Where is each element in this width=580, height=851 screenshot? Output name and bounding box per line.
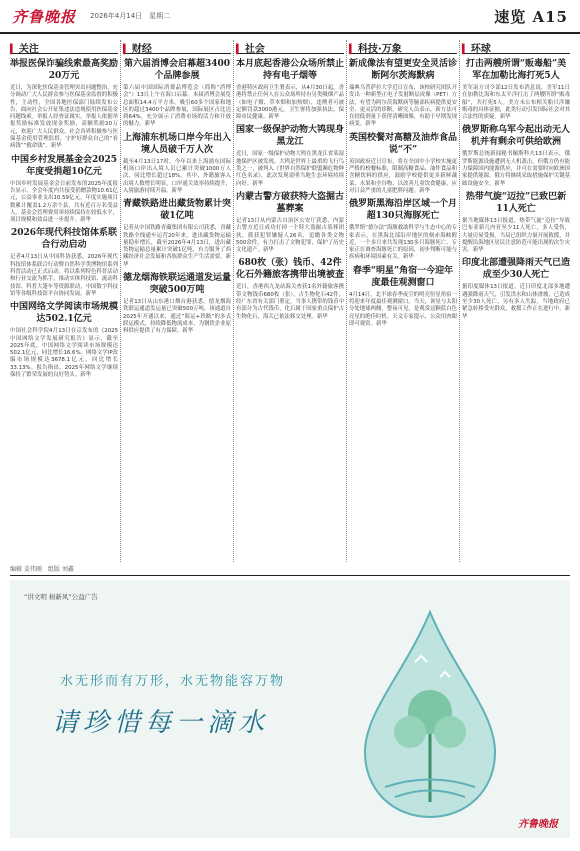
article[interactable] bbox=[10, 154, 118, 225]
issue-date: 2026年4月14日 星期二 bbox=[90, 12, 171, 20]
article[interactable] bbox=[349, 132, 457, 195]
article-body: 记者从中国铁路青藏集团有限公司获悉，青藏铁路全线通车运营20年来，进出藏货物运输量稳步增长，截至2026年4月13日，进出藏货物运输总量累计突破1亿吨，有力服务了西藏经济社会发展和各族群众生产生活需要。新华 bbox=[123, 225, 231, 268]
masthead bbox=[0, 0, 580, 34]
article-title: 上海浦东机场口岸今年出入境人员破千万人次 bbox=[123, 132, 232, 155]
article-body: 俄罗斯总统新闻秘书佩斯科夫13日表示，俄罗斯能源设施遭到无人机袭击，但俄方仍有能力保障国内能源供应，并可在需要时向欧洲国家提供能源。俄方将继续采取措施保护关键基础设施安全。新华 bbox=[462, 151, 570, 187]
article-body: 记者13日从内蒙古自治区公安厅获悉，内蒙古警方近日成功打掉一个特大盗掘古墓葬团伙，抓获犯罪嫌疑人26名，追缴各类文物500余件，有力打击了文物犯罪，保护了历史文化遗产。新华 bbox=[236, 217, 344, 254]
article-title: 德龙烟海铁联运通道发运量突破500万吨 bbox=[123, 273, 232, 296]
article-title: 中国乡村发展基金会2025年度受捐超10亿元 bbox=[10, 154, 118, 177]
article[interactable] bbox=[236, 58, 344, 121]
article-title: 俄罗斯黑海沿岸区域一个月超130只海豚死亡 bbox=[349, 199, 458, 222]
article-body: 截至4月13日17时，今年以来上海浦东国际机场口岸出入境人员已累计突破1000万人次，同比增长超过18%。其中，外籍旅客入出境人数增长明显，口岸通关效率持续提升，入境旅游持续升温。新华 bbox=[123, 158, 231, 194]
article-body: 瑞典乌普萨拉大学近日宣布，该校研究团队开发出一种新型正电子发射断层成像（PET）方法，有望为阿尔茨海默病等脑部疾病提供更安全、更灵活的诊断。研究人员表示，新方法可在较低剂量下获得清晰图像，有助于早期发现病变。新华 bbox=[349, 85, 457, 128]
article[interactable] bbox=[10, 58, 118, 151]
article[interactable] bbox=[123, 58, 231, 129]
article-title: 680枚（张）钱币、42件化石外籍旅客携带出境被查 bbox=[236, 258, 345, 281]
column-guanzhu bbox=[10, 40, 118, 562]
article-title: 第六届消博会启幕超3400个品牌参展 bbox=[123, 59, 231, 81]
article-body: 据当地媒体13日报道，热带气旋“迈拉”导致巴布亚新几内亚至少11人死亡，多人受伤，大量房屋受损。当局已组织力量开展救援，并提醒沿海地区居民注意防范可能出现的次生灾害。新华 bbox=[462, 217, 570, 254]
article-body: 中国社会科学院4月13日在京发布的《2025中国网络文学发展研究报告》显示，截至2025年底，中国网络文学阅读市场规模达502.1亿元，同比增长16.6%。网络文学IP改编市场规模达3678.1亿元，同比增长33.13%。报告指出，2025年网络文学继续保持了繁荣发展的良好势头。新华 bbox=[10, 328, 118, 379]
article[interactable] bbox=[462, 58, 570, 121]
article[interactable] bbox=[462, 124, 570, 187]
article-title: 热带气旋“迈拉”已致巴新11人死亡 bbox=[465, 191, 567, 214]
article[interactable] bbox=[236, 191, 344, 254]
article-title: 英国校餐对高糖及油炸食品说“不” bbox=[349, 132, 458, 155]
column-shehui bbox=[236, 40, 344, 562]
article[interactable] bbox=[123, 132, 231, 195]
ad-organizer: “讲文明 树新风”公益广告 bbox=[24, 593, 98, 601]
article-title: 本月底起香港公众场所禁止持有电子烟等 bbox=[236, 59, 345, 81]
article[interactable] bbox=[10, 301, 118, 379]
article-title: 打击两艘所谓“贩毒船”美军在加勒比海打死5人 bbox=[465, 59, 567, 81]
article-body: 英国政府近日宣布，将在全国中小学校实施更严格的校餐标准，限制高糖食品、油炸食品和含糖饮料的供应，鼓励学校提供更多新鲜蔬菜、水果和全谷物，以改善儿童饮食健康，应对日益严重的儿童肥胖问题。新华 bbox=[349, 158, 457, 194]
article[interactable] bbox=[349, 198, 457, 261]
water-drop-illustration bbox=[345, 602, 515, 822]
article[interactable] bbox=[123, 272, 231, 335]
newspaper-logo: 齐鲁晚报 bbox=[12, 8, 77, 26]
article-body: 4月14日，北半球春季夜空的明亮恒星角宿一将迎来年度最佳观测窗口。当天，该星与太阳分处地球两侧，整夜可见，是观赏这颗蓝白色亮星的绝佳时机。天文专家提示，公众用肉眼即可观赏。新华 bbox=[349, 291, 457, 327]
article-body: 近日，香港西九龙站海关查获1名外籍旅客携带文物钱币680枚（张），古生物化石42件，经广东省有关部门鉴定，当事人携带的钱币中有部分为古代钱币，化石属于国家重点保护古生物化石，海关已依法移交处理。新华 bbox=[236, 284, 344, 320]
article-body: 据印度媒体13日报道，近日印度北部多地遭遇强降雨天气，引发洪水和山体滑坡，已造成至少30人死亡，另有多人失踪。当地政府已紧急转移受灾群众，救援工作正在进行中。新华 bbox=[462, 284, 570, 320]
article[interactable] bbox=[349, 58, 457, 129]
column-header: ▍ 关注 bbox=[10, 40, 118, 54]
article-title: 青藏铁路进出藏货物累计突破1亿吨 bbox=[123, 199, 232, 222]
article-title: 俄罗斯称乌军今起出动无人机并有剩余可供给欧洲 bbox=[462, 125, 571, 148]
article[interactable] bbox=[123, 198, 231, 269]
article-title: 新成像法有望更安全灵活诊断阿尔茨海默病 bbox=[349, 59, 458, 81]
column-caijing bbox=[123, 40, 231, 562]
article-body: 记者13日从山东港口烟台港获悉，德龙烟海铁联运通道发运量已突破500万吨。该通道自2025年开通以来，通过“海运+铁路”的多式联运模式，持续降低物流成本，为钢铁企业原料供应提供了有力保障。新华 bbox=[123, 299, 231, 335]
column-huanqiu bbox=[462, 40, 570, 562]
ad-slogan: 水无形而有万形，水无物能容万物 bbox=[60, 674, 286, 689]
article[interactable] bbox=[349, 265, 457, 328]
article-body: 近日，为深化医保基金管理突出问题整治，充分调动广大人民群众参与医保基金监督的积极性，主动性，全国各地医保部门陆续发布公告，面向社会公开征集违法违规使用医保基金问题线索。举报人经查证属实，举报人依据举报奖励标准发放现金奖励，高额奖励20万元，欢迎广大人民群众、社会各界积极参与医保基金使用管理监督，守护好群众自己的“看病钱”“救命钱”。新华 bbox=[10, 85, 118, 150]
news-columns bbox=[10, 40, 570, 562]
column-header: ▍ 环球 bbox=[462, 40, 570, 54]
article-title: 印度北部遭强降雨天气已造成至少30人死亡 bbox=[462, 258, 571, 281]
article-body: 第六届中国国际消费品博览会（简称“消博会”）13日上午在海口启幕。本届消博会展览总面积14.4万平方米，吸引60多个国家和地区的超过3400个品牌参展，国际展区占比达到64%，充分展示了消费市场的活力和开放的魅力。新华 bbox=[123, 85, 231, 128]
article[interactable] bbox=[236, 124, 344, 187]
article-title: 内蒙古警方破获特大盗掘古墓葬案 bbox=[236, 191, 345, 214]
article-body: 香港特区政府卫生署表示，从4月30日起，香港将禁止任何人在公众场所持有另类吸烟产品（如电子烟、草本烟和加热烟），违例者可被定额罚款3000港元。卫生署将加强执法，保障市民健康。新华 bbox=[236, 85, 344, 121]
article-title: 春季“明星”角宿一今迎年度最佳观测窗口 bbox=[352, 265, 454, 288]
article-title: 国家一级保护动物大鸨现身黑龙江 bbox=[236, 125, 345, 148]
article-body: 记者4月13日从中国科协获悉，2026年现代科技馆体系联合行动暨自然科学类博物馆系列科普活动已正式启动。将以系列特色科普活动和行业交流为抓手，推动实体科技馆、流动科技馆、科普大篷车等资源联动，中国数字科技馆等各级科技馆平台协同发展。新华 bbox=[10, 254, 118, 297]
article-title: 中国网络文学阅读市场规模达502.1亿元 bbox=[10, 302, 119, 325]
article[interactable] bbox=[10, 227, 118, 298]
column-header: ▍ 社会 bbox=[236, 40, 344, 54]
column-keji bbox=[349, 40, 457, 562]
article[interactable] bbox=[462, 257, 570, 320]
editor-credits: 编辑 姜伟刚 组版 刘鑫 bbox=[10, 564, 570, 576]
article-body: 中国乡村发展基金会日前发布的2025年度报告显示，全会年度内共接受捐赠款物10.61亿元，公益事业支出10.59亿元。年度实施项目数累计覆盖1.2万余个县，共有近百万名受益人。基金会管理费用率持续保持在较低水平，项目规模和效益进一步提升。新华 bbox=[10, 180, 118, 224]
article-title: 举报医保诈骗线索最高奖励20万元 bbox=[10, 59, 119, 81]
article-body: 近日，国家一级保护动物大鸨在黑龙江省某湿地保护区被发现。大鸨是世界上最重的飞行鸟类之一，被列入《世界自然保护联盟濒危物种红色名录》，此次发现说明当地生态环境持续向好。新华 bbox=[236, 151, 344, 187]
article-body: 美军南方司令部12日发布消息说，美军11日在加勒比海和东太平洋打击了两艘所谓“贩毒船”，共打死5人。美方未公布相关船只涉嫌贩毒的具体证据，此类行动引发国际社会对其合法性的质疑。新华 bbox=[462, 85, 570, 121]
article-body: 俄罗斯“德尔法”海豚救助科学与生态中心的专家表示，在黑海北部沿岸地区的刻赤海峡附近，一个多月来共发现130多只海豚死亡。专家正在调查海豚死亡的原因，初步判断可能与疾病和环境因素有关。新华 bbox=[349, 225, 458, 261]
page-label: 速览 A15 bbox=[494, 8, 568, 26]
article[interactable] bbox=[236, 257, 344, 320]
article[interactable] bbox=[462, 191, 570, 254]
ad-newspaper-logo: 齐鲁晚报 bbox=[518, 819, 558, 830]
article-title: 2026年现代科技馆体系联合行动启动 bbox=[10, 228, 118, 251]
column-header: ▍ 财经 bbox=[123, 40, 231, 54]
column-header: ▍ 科技·万象 bbox=[349, 40, 457, 54]
public-service-ad bbox=[10, 580, 570, 838]
ad-calligraphy: 请珍惜每一滴水 bbox=[52, 708, 270, 738]
